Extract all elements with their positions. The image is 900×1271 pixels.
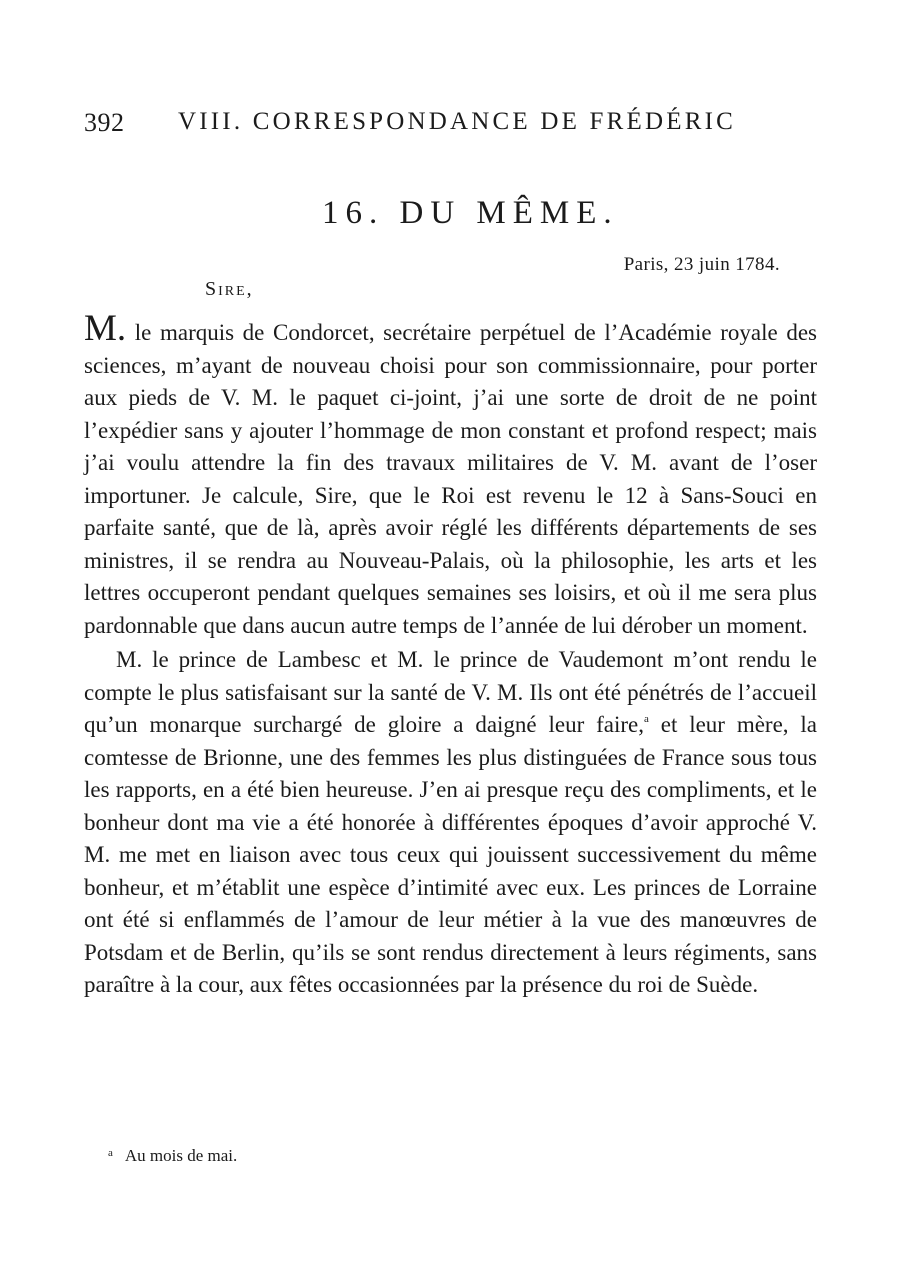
footnote-reference: a: [644, 713, 649, 725]
running-head: VIII. CORRESPONDANCE DE FRÉDÉRIC: [178, 108, 736, 135]
letter-body: [84, 308, 817, 1002]
letter-title: 16. DU MÊME.: [322, 195, 619, 231]
place-date: Paris, 23 juin 1784.: [623, 254, 780, 275]
paragraph-2-text-after-note: et leur mère, la comtesse de Brionne, une des femmes les plus distinguées de France sous tous les rapports, en a été bien heureuse. J’en ai presque reçu des compliments, et le bonheur dont ma vie a été honorée à différentes époques d’avoir approché V. M. me met en liaison avec tous ceux qui jouissent successivement du même bonheur, et m’établit une espèce d’intimité avec eux. Les princes de Lorraine ont été si enflammés de l’amour de leur métier à la vue des manœuvres de Potsdam et de Berlin, qu’ils se sont rendus directement à leurs régiments, sans paraître à la cour, aux fêtes occasionnées par la présence du roi de Suède.: [84, 712, 817, 997]
paragraph-2: [84, 644, 817, 1002]
page-header: [84, 108, 744, 144]
salutation: Sire,: [205, 278, 254, 300]
paragraph-1: M. le marquis de Condorcet, secrétaire perpétuel de l’Académie royale des sciences, m’ayant de nouveau choisi pour son commissionnaire, pour porter aux pieds de V. M. le paquet ci-joint, j’ai une sorte de droit de ne point l’expédier sans y ajouter l’hommage de mon constant et profond respect; mais j’ai voulu attendre la fin des travaux militaires de V. M. avant de l’oser importuner. Je calcule, Sire, que le Roi est revenu le 12 à Sans-Souci en parfaite santé, que de là, après avoir réglé les différents départements de ses ministres, il se rendra au Nouveau-Palais, où la philosophie, les arts et les lettres occuperont pendant quelques semaines ses loisirs, et où il me sera plus pardonnable que dans aucun autre temps de l’année de lui dérober un moment.: [84, 308, 817, 638]
page-number: 392: [84, 108, 125, 137]
footnote-text: Au mois de mai.: [124, 1146, 238, 1165]
footnote-marker: a: [108, 1147, 113, 1159]
footnote: [108, 1146, 237, 1166]
paragraph-2-text-before-note: M. le prince de Lambesc et M. le prince de Vaudemont m’ont rendu le compte le plus satisfaisant sur la santé de V. M. Ils ont été pénétrés de l’accueil qu’un monarque surchargé de gloire a daigné leur faire,: [84, 647, 817, 737]
